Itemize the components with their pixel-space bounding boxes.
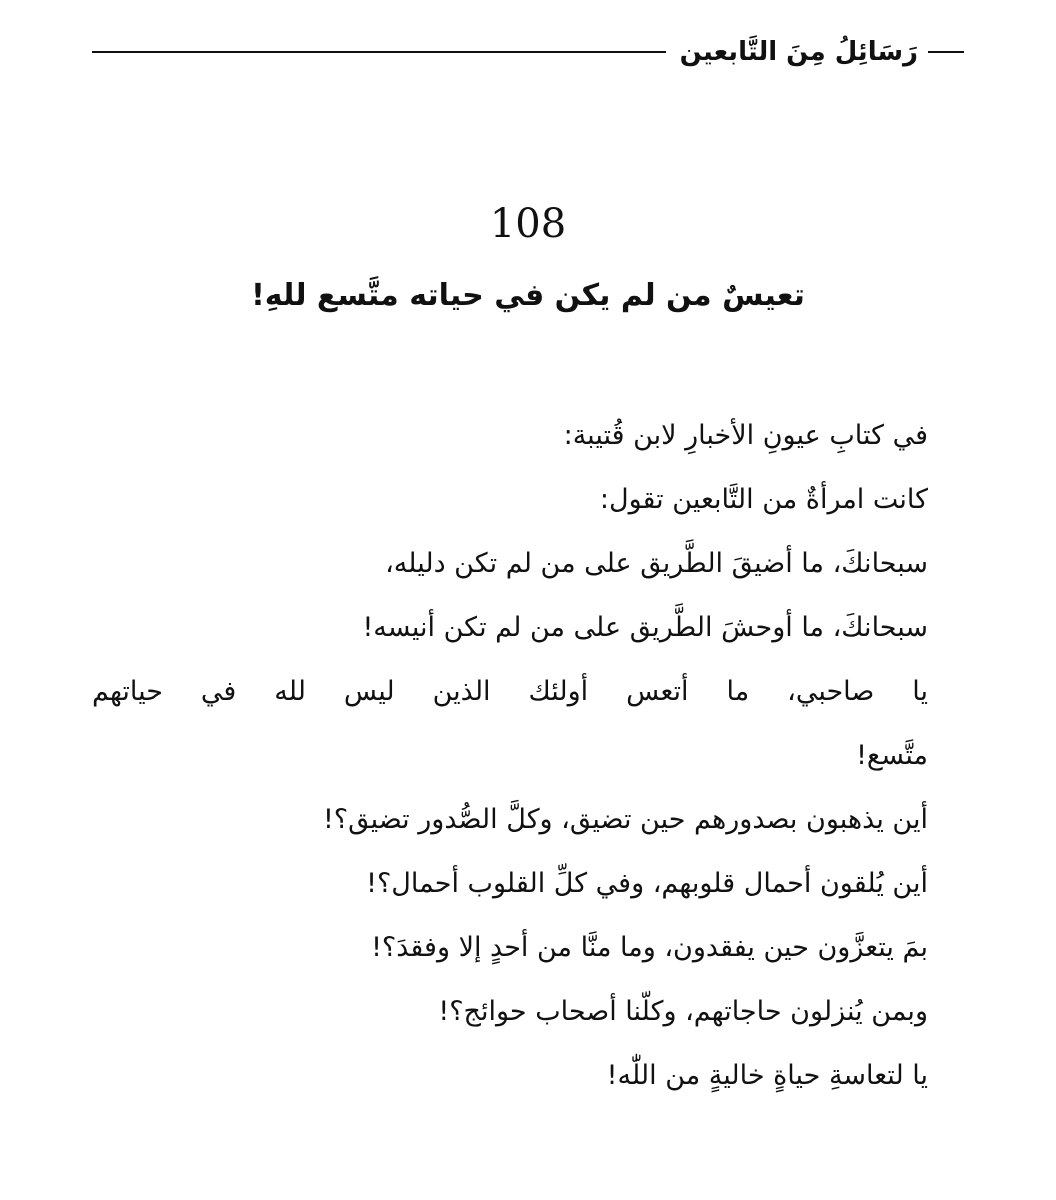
text-line: في كتابِ عيونِ الأخبارِ لابن قُتيبة: — [563, 420, 928, 451]
running-header — [92, 30, 964, 74]
entry-title: تعيسٌ من لم يكن في حياته متَّسع للهِ! — [251, 278, 805, 313]
text-line: متَّسع! — [856, 740, 928, 771]
text-line: أين يذهبون بصدورهم حين تضيق، وكلَّ الصُّدور تضيق؟! — [322, 804, 928, 835]
header-rule — [92, 51, 666, 53]
header-dash — [928, 51, 964, 53]
text-line: وبمن يُنزلون حاجاتهم، وكلّنا أصحاب حوائج؟! — [438, 996, 928, 1027]
text-line: يا صاحبي، ما أتعس أولئك الذين ليس لله في حياتهم — [92, 676, 928, 707]
text-line: سبحانكَ، ما أضيقَ الطَّريق على من لم تكن دليله، — [385, 548, 928, 579]
text-line: سبحانكَ، ما أوحشَ الطَّريق على من لم تكن أنيسه! — [362, 612, 928, 643]
text-line: بمَ يتعزَّون حين يفقدون، وما منَّا من أحدٍ إلا وفقدَ؟! — [371, 932, 928, 963]
book-title: رَسَائِلُ مِنَ التَّابعين — [679, 37, 918, 67]
text-line: يا لتعاسةِ حياةٍ خاليةٍ من اللّٰه! — [606, 1060, 928, 1091]
text-line: أين يُلقون أحمال قلوبهم، وفي كلِّ القلوب أحمال؟! — [366, 868, 928, 899]
entry-number: 108 — [489, 201, 567, 247]
text-line: كانت امرأةٌ من التَّابعين تقول: — [599, 484, 928, 515]
body-text — [92, 404, 928, 1108]
